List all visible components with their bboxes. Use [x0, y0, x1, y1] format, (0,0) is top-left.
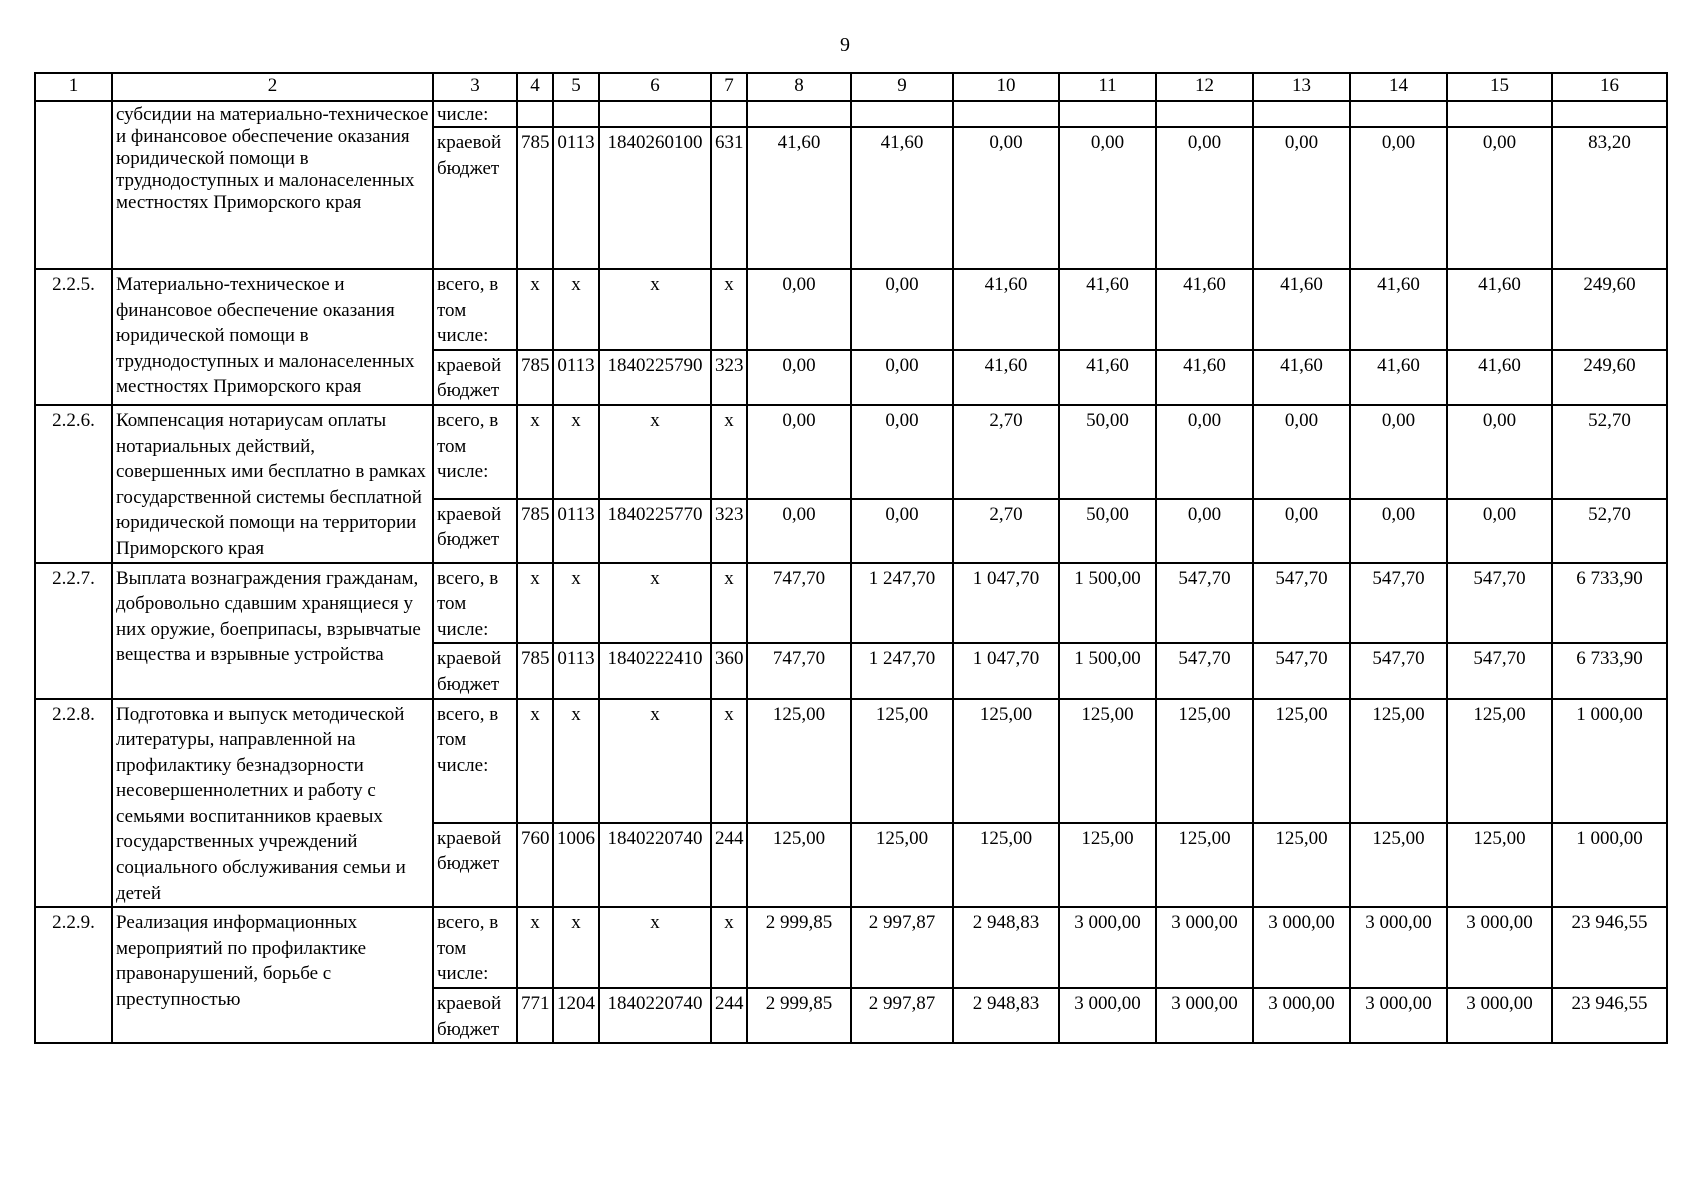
cell-value: 0,00 [1350, 405, 1447, 499]
total-row [35, 405, 1667, 499]
total-row [35, 563, 1667, 644]
cell-value: 2 999,85 [747, 988, 851, 1043]
cell-value: 50,00 [1059, 499, 1156, 563]
cell-value: 0,00 [851, 405, 953, 499]
cell-value: 1 047,70 [953, 563, 1059, 644]
cell-value: 547,70 [1253, 643, 1350, 698]
cell-value: 41,60 [1350, 350, 1447, 405]
cell-name: Подготовка и выпуск методической литературы, направленной на профилактику безнадзорности несовершеннолетних и работу с семьями воспитанников краевых государственных учреждений социального обслуживания семьи и детей [112, 699, 433, 908]
cell-rzpr: x [553, 699, 599, 823]
cell-grbs: 785 [517, 350, 553, 405]
cell-value: 1 000,00 [1552, 823, 1667, 908]
cell-value: 41,60 [1447, 269, 1552, 350]
cell-rzpr: 0113 [553, 643, 599, 698]
cell-value: 125,00 [747, 699, 851, 823]
cell-source: краевой бюджет [433, 127, 517, 269]
cell-source: краевой бюджет [433, 499, 517, 563]
cell-source: всего, в том числе: [433, 563, 517, 644]
total-row [35, 699, 1667, 823]
cell-source: всего, в том числе: [433, 405, 517, 499]
col-header: 16 [1552, 73, 1667, 101]
cell-value: 0,00 [1156, 127, 1253, 269]
cell-rzpr: x [553, 907, 599, 988]
cell-source: числе: [433, 101, 517, 127]
cell-no: 2.2.7. [35, 563, 112, 699]
cell-value: 0,00 [1350, 127, 1447, 269]
cell-no: 2.2.5. [35, 269, 112, 405]
cell-grbs: 771 [517, 988, 553, 1043]
cell-value: 125,00 [1059, 823, 1156, 908]
cell-value: 3 000,00 [1350, 907, 1447, 988]
cell-rzpr: x [553, 269, 599, 350]
cell-value: 41,60 [1350, 269, 1447, 350]
cell-value: 0,00 [851, 499, 953, 563]
cell-value: 41,60 [1059, 269, 1156, 350]
cell-value: 23 946,55 [1552, 907, 1667, 988]
cell-rzpr: 1204 [553, 988, 599, 1043]
cell-value: 3 000,00 [1156, 907, 1253, 988]
cell-source: краевой бюджет [433, 350, 517, 405]
col-header: 3 [433, 73, 517, 101]
cell-grbs: 785 [517, 643, 553, 698]
cell-value: 2 997,87 [851, 988, 953, 1043]
cell-source: краевой бюджет [433, 988, 517, 1043]
cell-csr: 1840220740 [599, 988, 711, 1043]
cell-value: 3 000,00 [1253, 907, 1350, 988]
cell-csr: 1840225790 [599, 350, 711, 405]
cell-name: Реализация информационных мероприятий по профилактике правонарушений, борьбе с преступностью [112, 907, 433, 1043]
cell-value: 2 999,85 [747, 907, 851, 988]
cell-vr: 323 [711, 499, 747, 563]
cell-csr: x [599, 269, 711, 350]
cell-value: 3 000,00 [1253, 988, 1350, 1043]
cell-value: 0,00 [1156, 405, 1253, 499]
cell-value: 1 247,70 [851, 643, 953, 698]
cell-value: 83,20 [1552, 127, 1667, 269]
page-number-text: 9 [840, 34, 850, 56]
total-row [35, 907, 1667, 988]
cell-vr: 631 [711, 127, 747, 269]
cell-value: 547,70 [1447, 643, 1552, 698]
cell-csr: 1840220740 [599, 823, 711, 908]
col-header: 6 [599, 73, 711, 101]
cell-rzpr: x [553, 563, 599, 644]
cell-source: всего, в том числе: [433, 907, 517, 988]
cell-value: 249,60 [1552, 269, 1667, 350]
cell-rzpr: 0113 [553, 350, 599, 405]
cell-value: 125,00 [953, 699, 1059, 823]
cell-value: 3 000,00 [1059, 988, 1156, 1043]
cell-grbs: x [517, 563, 553, 644]
cell-vr: x [711, 699, 747, 823]
total-row [35, 269, 1667, 350]
cell-value: 3 000,00 [1350, 988, 1447, 1043]
cell-grbs: 760 [517, 823, 553, 908]
cell-source: краевой бюджет [433, 643, 517, 698]
cell-value: 0,00 [1253, 405, 1350, 499]
cell-value: 41,60 [1059, 350, 1156, 405]
cell-grbs: x [517, 405, 553, 499]
col-header: 13 [1253, 73, 1350, 101]
cell-value: 3 000,00 [1059, 907, 1156, 988]
cell-value: 6 733,90 [1552, 563, 1667, 644]
cell-grbs: x [517, 907, 553, 988]
col-header: 5 [553, 73, 599, 101]
cell-value: 0,00 [747, 269, 851, 350]
cell-value: 6 733,90 [1552, 643, 1667, 698]
cell-vr: 244 [711, 823, 747, 908]
cell-vr: 360 [711, 643, 747, 698]
cell-value: 0,00 [953, 127, 1059, 269]
cell-value: 2 948,83 [953, 988, 1059, 1043]
cell-value: 125,00 [1253, 699, 1350, 823]
cell-value: 41,60 [747, 127, 851, 269]
cell-value: 0,00 [851, 350, 953, 405]
cell-value: 41,60 [1447, 350, 1552, 405]
cell-csr: x [599, 405, 711, 499]
cell-value: 0,00 [747, 350, 851, 405]
cell-grbs: x [517, 699, 553, 823]
cell-rzpr: 1006 [553, 823, 599, 908]
cell-value: 747,70 [747, 563, 851, 644]
cell-value: 547,70 [1156, 563, 1253, 644]
cell-value: 0,00 [851, 269, 953, 350]
cell-value: 0,00 [1253, 499, 1350, 563]
cell-vr: 244 [711, 988, 747, 1043]
cell-value: 0,00 [1350, 499, 1447, 563]
cell-rzpr: 0113 [553, 499, 599, 563]
cell-value: 547,70 [1447, 563, 1552, 644]
cell-no: 2.2.6. [35, 405, 112, 563]
col-header: 12 [1156, 73, 1253, 101]
cell-value: 547,70 [1156, 643, 1253, 698]
cell-value: 3 000,00 [1447, 907, 1552, 988]
cell-name: Компенсация нотариусам оплаты нотариальных действий, совершенных ими бесплатно в рамках государственной системы бесплатной юридической помощи на территории Приморского края [112, 405, 433, 563]
cell-value: 1 000,00 [1552, 699, 1667, 823]
col-header: 2 [112, 73, 433, 101]
budget-table [34, 72, 1668, 1044]
cell-value: 1 247,70 [851, 563, 953, 644]
col-header: 1 [35, 73, 112, 101]
cell-value: 0,00 [1447, 499, 1552, 563]
cell-value: 0,00 [1059, 127, 1156, 269]
col-header: 4 [517, 73, 553, 101]
col-header: 7 [711, 73, 747, 101]
cell-csr: 1840222410 [599, 643, 711, 698]
cell-value: 0,00 [1253, 127, 1350, 269]
cell-source: всего, в том числе: [433, 269, 517, 350]
cell-value: 125,00 [1350, 823, 1447, 908]
cell-value: 125,00 [1156, 823, 1253, 908]
cell-source: краевой бюджет [433, 823, 517, 908]
cell-value: 41,60 [953, 269, 1059, 350]
cell-vr: x [711, 563, 747, 644]
cell-value: 52,70 [1552, 499, 1667, 563]
cell-value: 1 047,70 [953, 643, 1059, 698]
cell-value: 249,60 [1552, 350, 1667, 405]
cell-no [35, 101, 112, 269]
cell-no: 2.2.9. [35, 907, 112, 1043]
cell-value: 1 500,00 [1059, 563, 1156, 644]
cell-value: 125,00 [1350, 699, 1447, 823]
col-header: 10 [953, 73, 1059, 101]
cell-value: 125,00 [851, 699, 953, 823]
cell-value: 41,60 [1253, 269, 1350, 350]
cell-value: 125,00 [1059, 699, 1156, 823]
cell-value: 41,60 [953, 350, 1059, 405]
cell-value: 41,60 [851, 127, 953, 269]
cell-value: 3 000,00 [1156, 988, 1253, 1043]
cell-value: 547,70 [1253, 563, 1350, 644]
col-header: 14 [1350, 73, 1447, 101]
cell-grbs: 785 [517, 127, 553, 269]
cell-value: 125,00 [747, 823, 851, 908]
cell-value: 41,60 [1253, 350, 1350, 405]
cell-value: 125,00 [1156, 699, 1253, 823]
cell-value: 0,00 [1447, 405, 1552, 499]
cell-vr: 323 [711, 350, 747, 405]
cell-value: 125,00 [1447, 823, 1552, 908]
cell-csr: x [599, 699, 711, 823]
cell-value: 3 000,00 [1447, 988, 1552, 1043]
cell-name: субсидии на материально-техническое и финансовое обеспечение оказания юридической помощи в труднодоступных и малонаселенных местностях Приморского края [112, 101, 433, 269]
cell-value: 52,70 [1552, 405, 1667, 499]
cell-csr: x [599, 907, 711, 988]
col-header: 8 [747, 73, 851, 101]
cell-source: всего, в том числе: [433, 699, 517, 823]
cell-grbs: x [517, 269, 553, 350]
cell-value: 125,00 [851, 823, 953, 908]
cell-csr: 1840225770 [599, 499, 711, 563]
cell-value: 125,00 [953, 823, 1059, 908]
cell-value: 547,70 [1350, 643, 1447, 698]
cell-no: 2.2.8. [35, 699, 112, 908]
cell-value: 125,00 [1253, 823, 1350, 908]
cell-value: 1 500,00 [1059, 643, 1156, 698]
header-row [35, 73, 1667, 101]
cell-value: 0,00 [1156, 499, 1253, 563]
cell-csr: 1840260100 [599, 127, 711, 269]
continuation-total-row [35, 101, 1667, 127]
cell-value: 0,00 [747, 499, 851, 563]
cell-vr: x [711, 269, 747, 350]
cell-value: 2,70 [953, 405, 1059, 499]
cell-value: 125,00 [1447, 699, 1552, 823]
cell-value: 2,70 [953, 499, 1059, 563]
cell-value: 23 946,55 [1552, 988, 1667, 1043]
cell-vr: x [711, 907, 747, 988]
cell-value: 41,60 [1156, 269, 1253, 350]
cell-value: 41,60 [1156, 350, 1253, 405]
col-header: 9 [851, 73, 953, 101]
col-header: 15 [1447, 73, 1552, 101]
cell-rzpr: 0113 [553, 127, 599, 269]
cell-grbs: 785 [517, 499, 553, 563]
cell-csr: x [599, 563, 711, 644]
cell-value: 2 997,87 [851, 907, 953, 988]
cell-name: Материально-техническое и финансовое обеспечение оказания юридической помощи в труднодоступных и малонаселенных местностях Приморского края [112, 269, 433, 405]
cell-value: 2 948,83 [953, 907, 1059, 988]
cell-rzpr: x [553, 405, 599, 499]
cell-value: 0,00 [747, 405, 851, 499]
cell-vr: x [711, 405, 747, 499]
cell-value: 50,00 [1059, 405, 1156, 499]
col-header: 11 [1059, 73, 1156, 101]
cell-name: Выплата вознаграждения гражданам, добровольно сдавшим хранящиеся у них оружие, боеприпасы, взрывчатые вещества и взрывные устройства [112, 563, 433, 699]
cell-value: 747,70 [747, 643, 851, 698]
cell-value: 547,70 [1350, 563, 1447, 644]
cell-value: 0,00 [1447, 127, 1552, 269]
